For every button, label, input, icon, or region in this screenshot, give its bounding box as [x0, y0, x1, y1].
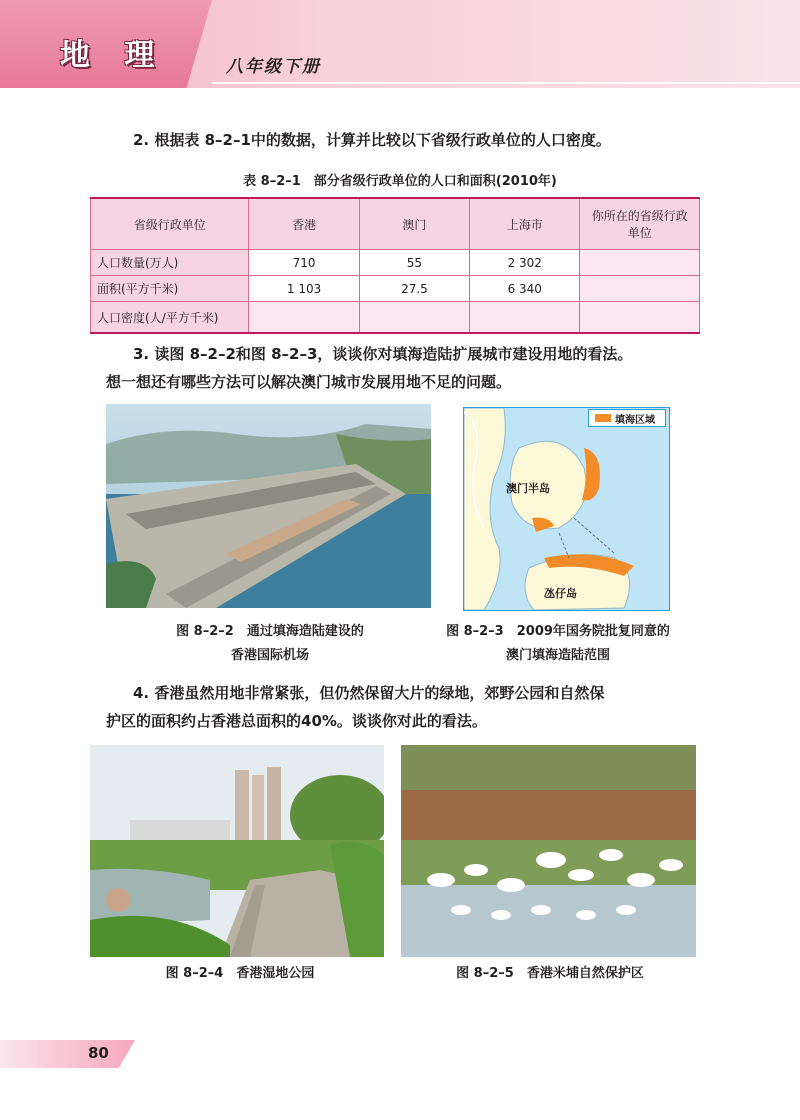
table-cell — [359, 302, 469, 334]
question-4-line2: 护区的面积约占香港总面积的40%。谈谈你对此的看法。 — [106, 712, 487, 730]
grade-title: 八年级下册 — [226, 57, 321, 77]
row-label: 人口数量(万人) — [91, 250, 249, 276]
legend-label: 填海区域 — [615, 415, 655, 426]
table-header-cell: 香港 — [249, 198, 359, 250]
table-cell — [580, 250, 700, 276]
table-header-cell: 你所在的省级行政单位 — [580, 198, 700, 250]
fig-3-caption-line1: 图 8–2–3 2009年国务院批复同意的 — [446, 624, 670, 639]
table-cell: 2 302 — [470, 250, 580, 276]
fig-2-caption-line2: 香港国际机场 — [230, 648, 309, 663]
table-cell — [580, 276, 700, 302]
header-divider — [212, 82, 800, 84]
row-label: 面积(平方千米) — [91, 276, 249, 302]
table-header-cell: 上海市 — [470, 198, 580, 250]
table-cell: 710 — [249, 250, 359, 276]
map-label-island: 氹仔岛 — [544, 587, 577, 600]
footer-band — [0, 1040, 135, 1068]
question-4-line1: 4. 香港虽然用地非常紧张，但仍然保留大片的绿地，郊野公园和自然保 — [133, 684, 605, 702]
row-label: 人口密度(人/平方千米) — [91, 302, 249, 334]
population-area-table — [90, 197, 700, 334]
table-row — [91, 276, 700, 302]
table-cell: 55 — [359, 250, 469, 276]
table-cell: 6 340 — [470, 276, 580, 302]
table-row — [91, 302, 700, 334]
question-3-line2: 想一想还有哪些方法可以解决澳门城市发展用地不足的问题。 — [106, 373, 512, 391]
table-header-row — [91, 198, 700, 250]
table-header-cell: 澳门 — [359, 198, 469, 250]
fig-5-caption: 图 8–2–5 香港米埔自然保护区 — [456, 966, 644, 981]
table-cell — [580, 302, 700, 334]
table-cell: 27.5 — [359, 276, 469, 302]
question-2-text: 2. 根据表 8–2–1中的数据，计算并比较以下省级行政单位的人口密度。 — [133, 131, 611, 149]
mai-po-photo — [401, 745, 696, 957]
fig-4-caption: 图 8–2–4 香港湿地公园 — [165, 966, 315, 981]
table-header-cell: 省级行政单位 — [91, 198, 249, 250]
question-3-line1: 3. 读图 8–2–2和图 8–2–3，谈谈你对填海造陆扩展城市建设用地的看法。 — [133, 345, 633, 363]
legend-swatch — [595, 414, 611, 422]
table-caption: 表 8–2–1 部分省级行政单位的人口和面积(2010年) — [243, 174, 557, 189]
fig-2-caption-line1: 图 8–2–2 通过填海造陆建设的 — [176, 624, 364, 639]
macau-reclamation-map — [463, 407, 670, 611]
table-cell — [470, 302, 580, 334]
page-number: 80 — [88, 1044, 109, 1062]
fig-3-caption-line2: 澳门填海造陆范围 — [505, 648, 610, 663]
wetland-park-photo — [90, 745, 384, 957]
map-legend — [588, 409, 666, 427]
table-row — [91, 250, 700, 276]
map-graphic — [464, 408, 669, 610]
map-label-peninsula: 澳门半岛 — [506, 482, 550, 495]
subject-title: 地 理 — [60, 38, 167, 73]
table-cell: 1 103 — [249, 276, 359, 302]
table-cell — [249, 302, 359, 334]
airport-photo — [106, 404, 431, 608]
